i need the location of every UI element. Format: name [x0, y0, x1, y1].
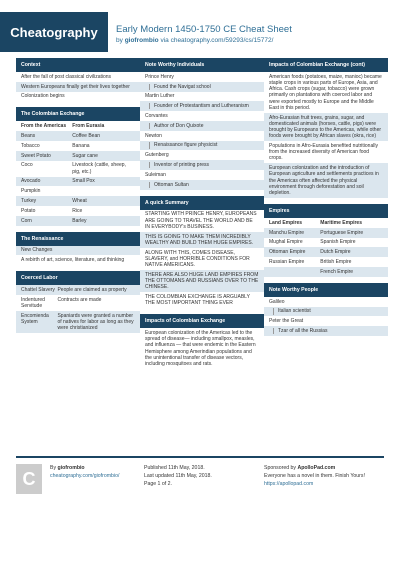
- table-row: [16, 196, 140, 206]
- section-coerced-labor: [16, 271, 140, 333]
- section-header: Impacts of Colombian Exchange (cont): [264, 58, 388, 72]
- list-item: THE COLOMBIAN EXCHANGE IS ARGUABLY THE MOST IMPORTANT THING EVER: [145, 293, 250, 307]
- column-header: From the Americas: [21, 123, 67, 130]
- list-item: Galileo: [269, 298, 285, 305]
- table-row: [16, 216, 140, 226]
- cell: Barley: [72, 217, 87, 224]
- table-row: [16, 285, 140, 295]
- list-item: STARTING WITH PRINCE HENRY, EUROPEANS ARE GOING TO TRAVEL THE WORLD AND BE IN EVERYBODY's BUSINESS.: [145, 211, 257, 230]
- cell: Avocado: [21, 178, 41, 185]
- table-row: [16, 161, 140, 177]
- section-impacts: [140, 314, 264, 369]
- cell: Coco: [21, 162, 33, 169]
- cell: French Empire: [320, 268, 354, 275]
- table-row: [16, 151, 140, 161]
- list-item: Colonization begins: [21, 93, 65, 100]
- list-item: ALONG WITH THIS, COMES DISEASE, SLAVERY, and HORRIBLE CONDITIONS FOR NATIVE AMERICANS.: [145, 249, 250, 268]
- cell: Spaniards were granted a number of natives for labor as long as they were christianized: [57, 312, 134, 332]
- column-3: [264, 58, 388, 342]
- table-header: [264, 218, 388, 228]
- author-link[interactable]: giofrombio: [124, 37, 159, 44]
- cell: Pumpkin: [21, 188, 41, 195]
- table-header: [16, 121, 140, 131]
- section-header: The Colombian Exchange: [16, 107, 140, 121]
- list-item-note: Renaissance figure physicist: [149, 142, 259, 148]
- sponsor-name[interactable]: ApolloPad.com: [297, 465, 336, 471]
- list-item: Corvantes: [145, 112, 168, 119]
- table-row: [16, 186, 140, 196]
- table-row: [16, 131, 140, 141]
- list-item: Newton: [145, 132, 162, 139]
- cell: Banana: [72, 142, 90, 149]
- section-header: Coerced Labor: [16, 271, 140, 285]
- list-item: New Changes: [16, 246, 140, 256]
- column-header: From Eurasia: [72, 123, 105, 130]
- section-empires: [264, 204, 388, 277]
- cell: Sugar cane: [72, 152, 98, 159]
- table-row: [16, 206, 140, 216]
- footer-author: [50, 464, 119, 480]
- cheatography-badge-icon: C: [16, 464, 42, 494]
- cell: Encomienda System: [21, 312, 49, 325]
- cell: Coffee Bean: [72, 132, 101, 139]
- updated-date: Last updated 11th May, 2018.: [144, 473, 212, 479]
- table-row: [16, 295, 140, 311]
- list-item: Western Europeans finally get their lives together: [16, 82, 140, 92]
- cell: Livestock (cattle, sheep, pig, etc.): [72, 162, 126, 175]
- table-row: [16, 177, 140, 187]
- column-header: Land Empires: [269, 219, 303, 226]
- by-label: by: [116, 37, 123, 44]
- section-quick-summary: [140, 196, 264, 309]
- list-item: Martin Luther: [145, 93, 175, 100]
- table-row: [264, 257, 388, 267]
- list-item-note: Inventor of printing press: [149, 162, 259, 168]
- list-item: Afro-Eurasian fruit trees, grains, sugar, and domesticated animals (horses, cattle, pigs) were brought by Europeans to the Americas, while other foods were brought by African slaves (okra, rice): [264, 113, 388, 141]
- list-item-note: Italian scientist: [273, 308, 383, 314]
- cheatography-logo[interactable]: Cheatography: [0, 12, 108, 52]
- via-label: via: [160, 37, 169, 44]
- cell: Chattel Slavery: [21, 286, 55, 293]
- list-item-note: Tzar of all the Russias: [273, 328, 383, 334]
- cell: Portuguese Empire: [320, 229, 364, 236]
- cell: Small Pox: [72, 178, 95, 185]
- page-subtitle: [116, 37, 273, 44]
- list-item: Gutenberg: [145, 152, 169, 159]
- list-item: After the fall of post classical civilizations: [21, 73, 112, 80]
- cell: Beans: [21, 132, 36, 139]
- table-row: [264, 267, 388, 277]
- list-item-note: Found the Navigat school: [149, 84, 259, 90]
- list-item: Peter the Great: [269, 318, 304, 325]
- cell: Contracts are made: [57, 296, 102, 303]
- list-item: A rebirth of art, science, literature, and thinking: [21, 257, 125, 264]
- page-header: [0, 0, 400, 66]
- column-2: [140, 58, 264, 375]
- cell: [72, 188, 135, 194]
- paragraph: European colonization of the Americas led to the spread of disease— including smallpox, measles, and influenza — that were endemic in the Eastern Hemisphere among Amerindian populations and the unintentional transfer of disease vectors, including mosquitoes and rats.: [145, 329, 256, 367]
- section-header: Note Worthy Individuals: [140, 58, 264, 72]
- cell: Manchu Empire: [269, 229, 305, 236]
- sponsor-link[interactable]: https://apollopad.com: [264, 481, 314, 487]
- section-header: Impacts of Colombian Exchange: [140, 314, 264, 328]
- cell: People are claimed as property: [57, 286, 127, 293]
- section-colombian-exchange: [16, 107, 140, 225]
- cell: Rice: [72, 207, 83, 214]
- section-impacts-cont: [264, 58, 388, 198]
- section-header: Context: [16, 58, 140, 72]
- footer-dates: [144, 464, 212, 488]
- list-item: Suleiman: [145, 171, 166, 178]
- cell: British Empire: [320, 259, 352, 266]
- sheet-url[interactable]: cheatography.com/59293/cs/15772/: [170, 37, 274, 44]
- section-context: [16, 58, 140, 101]
- list-item: Prince Henry: [145, 73, 174, 80]
- section-header: Note Worthy People: [264, 283, 388, 297]
- page-title: Early Modern 1450-1750 CE Cheat Sheet: [116, 24, 292, 35]
- cell: Ottoman Empire: [269, 249, 306, 256]
- page-footer: [16, 456, 384, 508]
- sponsor-tagline: Everyone has a novel in them. Finish Yours!: [264, 473, 365, 479]
- cell: Spanish Empire: [320, 239, 356, 246]
- cell: [269, 269, 320, 275]
- list-item: THERE ARE ALSO HUGE LAND EMPIRES FROM THE OTTOMANS AND RUSSIANS OVER TO THE CHINESE.: [140, 270, 264, 292]
- list-item: American foods (potatoes, maize, manioc) became staple crops in various parts of Europe, Asia, and Africa. Cash crops (sugar, tobacco) were grown primarily on plantations with coerced labor and were exported mostly to Europe and the Middle East in this period.: [269, 73, 382, 111]
- table-row: [264, 228, 388, 238]
- cell: Corn: [21, 217, 32, 224]
- list-item: THIS IS GOING TO MAKE THEM INCREDIBLY WEALTHY AND BUILD THEM HUGE EMPIRES.: [140, 232, 264, 248]
- cell: Dutch Empire: [320, 249, 351, 256]
- footer-author-link[interactable]: cheatography.com/giofrombio/: [50, 473, 120, 479]
- section-note-worthy-people: [264, 283, 388, 336]
- section-header: The Renaissance: [16, 232, 140, 246]
- cell: Tobacco: [21, 142, 40, 149]
- list-item-note: Ottoman Sultan: [149, 182, 259, 188]
- cell: Mughal Empire: [269, 239, 303, 246]
- table-row: [16, 141, 140, 151]
- list-item-note: Author of Don Quixote: [149, 123, 259, 129]
- cell: Russian Empire: [269, 259, 305, 266]
- column-1: [16, 58, 140, 339]
- cell: Wheat: [72, 197, 87, 204]
- list-item-note: Founder of Protestantism and Lutheranism: [149, 103, 259, 109]
- footer-sponsor: [264, 464, 365, 488]
- table-row: [264, 247, 388, 257]
- section-renaissance: [16, 232, 140, 266]
- list-item: European colonization and the introduction of European agriculture and settlements practices in the Americas often affected the physical environment through deforestation and soil depletion.: [264, 163, 388, 198]
- page-number: Page 1 of 2.: [144, 481, 172, 487]
- cell: Sweet Potato: [21, 152, 51, 159]
- sponsored-label: Sponsored by: [264, 465, 297, 471]
- cell: Potato: [21, 207, 36, 214]
- cell: Turkey: [21, 197, 37, 204]
- table-row: [16, 311, 140, 333]
- section-note-worthy-individuals: [140, 58, 264, 190]
- cell: Indentured Servitude: [21, 296, 45, 309]
- by-label: By: [50, 465, 57, 471]
- list-item: Populations in Afro-Eurasia benefited nutritionally from the increased diversity of American food crops.: [269, 143, 378, 162]
- published-date: Published 11th May, 2018.: [144, 465, 205, 471]
- table-row: [264, 238, 388, 248]
- section-header: A quick Summary: [140, 196, 264, 210]
- section-header: Empires: [264, 204, 388, 218]
- footer-author-name[interactable]: giofrombio: [57, 465, 85, 471]
- column-header: Maritime Empires: [320, 219, 362, 226]
